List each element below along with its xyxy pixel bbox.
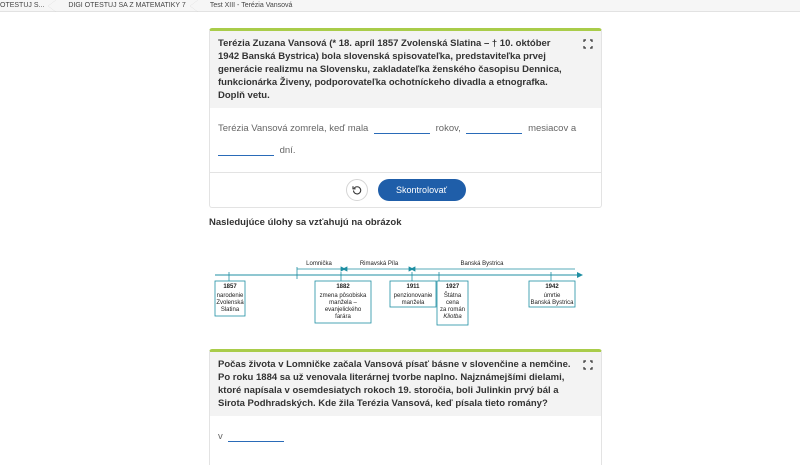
event-year-1942: 1942 [545, 284, 559, 290]
event-year-1927: 1927 [445, 284, 460, 290]
location-input[interactable] [228, 430, 284, 442]
event-line: Banská Bystrica [530, 300, 574, 306]
task-1-question-text: Terézia Zuzana Vansová (* 18. apríl 1857 Zvolenská Slatina – † 10. október 1942 Banská Bystrica) bola slovenská spisovateľka, predstaviteľka prvej generácie realizmu na Slovensku, zakladateľka ženského časopisu Dennica, funkcionárka Živeny, podporovateľka ochotníckeho divadla a etnografka. Doplň vetu. [218, 38, 562, 101]
event-line: Kliotba [443, 314, 462, 320]
reset-button[interactable] [346, 179, 368, 201]
sentence-part-4: dní. [279, 145, 296, 156]
breadcrumb-item-otestuj[interactable]: OTESTUJ S... [0, 0, 58, 12]
timeline-arrowhead [577, 272, 583, 278]
task-1-question [210, 31, 601, 108]
days-input[interactable] [218, 144, 274, 156]
breadcrumb [0, 0, 800, 12]
event-line: manžela – [329, 300, 357, 306]
task-1-body [210, 108, 601, 172]
breadcrumb-item-current-test: Test XIII - Terézia Vansová [209, 1, 293, 9]
event-line: narodenie [216, 293, 244, 299]
sentence-part-1: Terézia Vansová zomrela, keď mala [218, 123, 369, 134]
event-line: penzionovanie [393, 293, 433, 299]
reset-icon [352, 185, 362, 195]
months-input[interactable] [466, 122, 522, 134]
breadcrumb-item-digi-otestuj[interactable]: DIGI OTESTUJ SA Z MATEMATIKY 7 [58, 0, 199, 12]
sentence-part-2: rokov, [435, 123, 461, 134]
timeline-figure [209, 255, 589, 330]
sentence-part-3: mesiacov a [528, 123, 577, 134]
place-label-rimavska-pila: Rimavská Píla [359, 261, 399, 267]
task-2-question-text: Počas života v Lomničke začala Vansová písať básne v slovenčine a nemčine. Po roku 1884 sa už venovala literárnej tvorbe naplno. Najznámejšími dielami, ktoré napísala v osemdesiatych rokoch 19. storočia, boli Julinkin prvý bál a Sirota Podhradských. Kde žila Terézia Vansová, keď písala tieto romány? [218, 359, 571, 409]
event-line: zmena pôsobiska [319, 293, 367, 299]
event-line: za román [439, 307, 466, 313]
years-input[interactable] [374, 122, 430, 134]
event-year-1857: 1857 [223, 284, 237, 290]
task-card-2 [209, 349, 602, 465]
answer-prefix: v [218, 431, 223, 442]
event-line: Slatina [220, 307, 240, 313]
event-line: Zvolenská [216, 300, 244, 306]
event-line: úmrtie [543, 293, 561, 299]
task-card-1 [209, 28, 602, 208]
event-line: cena [445, 300, 460, 306]
submit-button[interactable]: Skontrolovať [378, 179, 466, 201]
event-year-1911: 1911 [406, 284, 420, 290]
event-line: Štátna [443, 293, 462, 299]
task-1-actions [210, 172, 601, 207]
expand-icon[interactable] [583, 39, 593, 49]
task-2-question [210, 352, 601, 416]
task-2-body [210, 416, 601, 458]
event-year-1882: 1882 [336, 284, 350, 290]
event-line: manžela [401, 300, 425, 306]
expand-icon[interactable] [583, 360, 593, 370]
section-title: Nasledujúce úlohy sa vzťahujú na obrázok [209, 217, 402, 228]
event-line: evanjelického [324, 307, 362, 313]
event-line: farára [335, 314, 351, 320]
place-label-lomnicka: Lomnička [306, 261, 332, 267]
place-label-banska-bystrica: Banská Bystrica [460, 261, 504, 267]
